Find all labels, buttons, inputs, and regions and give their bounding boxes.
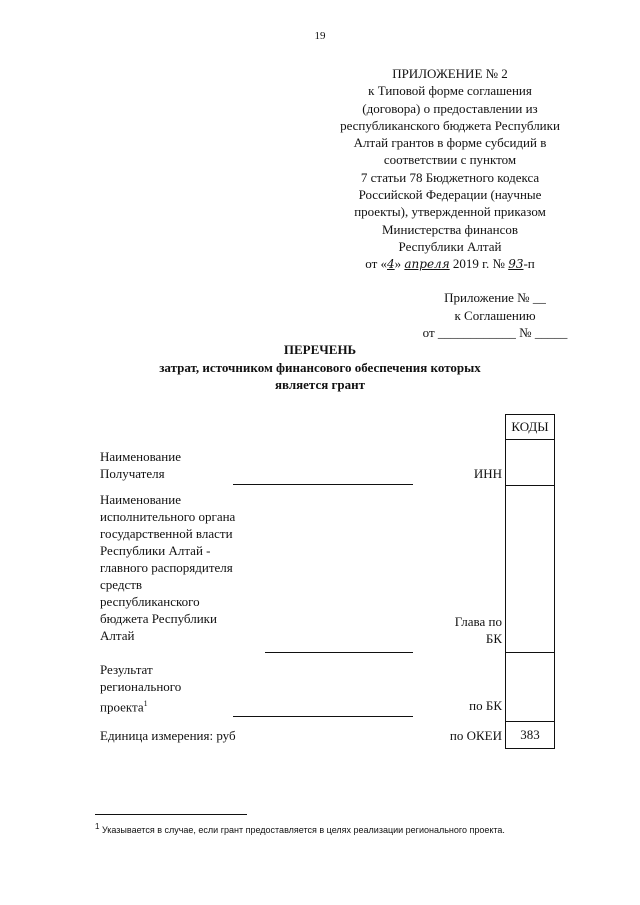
appendix-line: соответствии с пунктом [383, 152, 517, 168]
unit-label: Единица измерения: руб [100, 728, 236, 743]
recipient-label: Наименование Получателя [100, 449, 181, 481]
order-year: 2019 г. № [452, 256, 505, 272]
footnote-marker: 1 [143, 699, 148, 708]
agreement-line: Приложение № __ [444, 290, 546, 305]
appendix-line: республиканского бюджета Республики [340, 117, 560, 133]
result-field-line [233, 716, 413, 717]
agreement-line: к Соглашению [454, 307, 536, 323]
recipient-field-line [233, 484, 413, 485]
appendix-line: (договора) о предоставлении из [362, 100, 538, 116]
handwritten-month: апреля [404, 257, 450, 272]
footnote-number: 1 [95, 822, 100, 831]
appendix-line: Министерства финансов [381, 221, 519, 237]
footnote-rule [95, 814, 247, 815]
chapter-code-cell [505, 485, 555, 653]
order-date-line [310, 255, 590, 273]
appendix-line: ПРИЛОЖЕНИЕ № 2 [392, 66, 508, 81]
document-title [0, 341, 640, 394]
agreement-line: от ____________ № _____ [422, 325, 568, 340]
title-line: является грант [274, 377, 366, 392]
okei-code-cell: 383 [505, 721, 555, 749]
handwritten-number: 93 [508, 257, 524, 272]
order-suffix: -п [523, 256, 535, 272]
date-prefix: от « [365, 256, 387, 272]
agreement-reference [395, 289, 595, 342]
appendix-line: 7 статьи 78 Бюджетного кодекса [360, 169, 540, 185]
appendix-header [310, 65, 590, 274]
authority-field-line [265, 652, 413, 653]
po-bk-label: по БК [469, 698, 502, 713]
inn-label: ИНН [473, 466, 502, 481]
title-line: ПЕРЕЧЕНЬ [283, 342, 357, 357]
appendix-line: к Типовой форме соглашения [368, 83, 532, 99]
okei-label: по ОКЕИ [449, 728, 502, 743]
footnote [95, 822, 595, 835]
title-line: затрат, источником финансового обеспечения которых [159, 359, 481, 375]
bk-code-cell [505, 652, 555, 722]
footnote-text: Указывается в случае, если грант предоставляется в целях реализации регионального проекта. [99, 825, 505, 835]
page-number: 19 [314, 30, 326, 42]
authority-label: Наименование исполнительного органа государственной власти Республики Алтай - главного распорядителя средств республиканского бюджета Республики Алтай [100, 492, 236, 643]
result-label: Результат регионального проекта$^1$ [100, 662, 182, 715]
chapter-bk-label: Глава по БК [454, 614, 502, 646]
handwritten-day: 4 [387, 257, 395, 272]
appendix-line: проекты), утвержденной приказом [354, 204, 546, 220]
date-mid: » [394, 256, 402, 272]
appendix-line: Российской Федерации (научные [358, 187, 542, 203]
codes-header-cell: КОДЫ [505, 414, 555, 440]
appendix-line: Алтай грантов в форме субсидий в [353, 135, 547, 151]
inn-code-cell [505, 439, 555, 486]
appendix-line: Республики Алтай [398, 238, 502, 254]
